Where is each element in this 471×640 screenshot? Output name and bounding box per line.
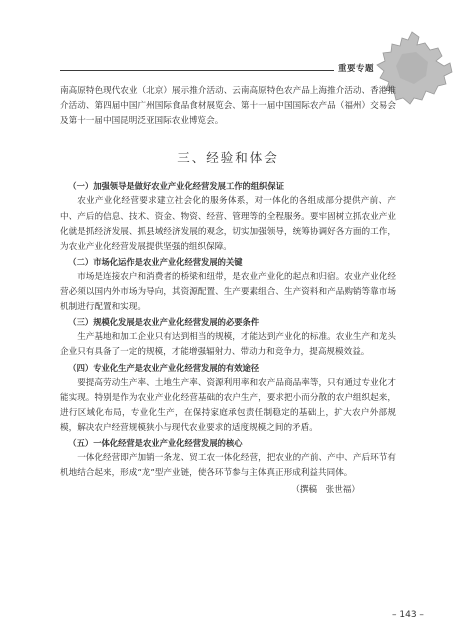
paragraph-4: 要提高劳动生产率、土地生产率、资源利用率和农产品商品率等，只有通过专业化才能实现。特别是作为农业产业化经营基础的农户生产，要求把小而分散的农户组织起来，进行区域化布局，专业化生产，在保持家庭承包责任制稳定的基础上，扩大农户外部规模，解决农户经营规模狭小与现代农业要求的适度规模之间的矛盾。 xyxy=(60,377,396,433)
subheading-3: （三）规模化发展是农业产业化经营发展的必要条件 xyxy=(68,317,260,328)
subheading-4: （四）专业化生产是农业产业化经营发展的有效途径 xyxy=(68,362,260,373)
section-heading: 三、经验和体会 xyxy=(177,150,279,166)
paragraph-5: 一体化经营即产加销一条龙、贸工农一体化经营，把农业的产前、产中、产后环节有机地结合起来，形成“龙”型产业链，使各环节参与主体真正形成利益共同体。 xyxy=(60,453,396,479)
author-signature: （撰稿 张世福） xyxy=(291,485,360,496)
header-rule xyxy=(60,70,334,71)
paragraph-1: 农业产业化经营要求建立社会化的服务体系，对一体化的各组成部分提供产前、产中、产后的信息、技术、资金、物资、经营、管理等的全程服务。要牢固树立抓农业产业化就是抓经济发展、抓县域经济发展的观念，切实加强领导，统筹协调好各方面的工作，为农业产业化经营发展提供坚强的组织保障。 xyxy=(60,196,396,252)
intro-paragraph: 南高原特色现代农业（北京）展示推介活动、云南高原特色农产品上海推介活动、香港推介活动、第四届中国广州国际食品食材展览会、第十一届中国国际农产品（福州）交易会及第十一届中国昆明泛亚国际农业博览会。 xyxy=(60,86,396,127)
subheading-2: （二）市场化运作是农业产业化经营发展的关键 xyxy=(68,256,243,267)
article-body xyxy=(60,84,396,498)
subheading-5: （五）一体化经营是农业产业化经营发展的核心 xyxy=(68,437,243,448)
paragraph-2: 市场是连接农户和消费者的桥梁和纽带，是农业产业化的起点和归宿。农业产业化经营必须以国内外市场为导向，其资源配置、生产要素组合、生产资料和产品购销等靠市场机制进行配置和实现。 xyxy=(60,271,396,313)
page-number: – 143 – xyxy=(392,610,424,620)
paragraph-3: 生产基地和加工企业只有达到相当的规模，才能达到产业化的标准。农业生产和龙头企业只有具备了一定的规模，才能增强辐射力、带动力和竞争力，提高规模效益。 xyxy=(60,332,396,358)
section-tag: 重要专题 xyxy=(338,64,375,74)
subheading-1: （一）加强领导是做好农业产业化经营发展工作的组织保证 xyxy=(68,181,285,192)
